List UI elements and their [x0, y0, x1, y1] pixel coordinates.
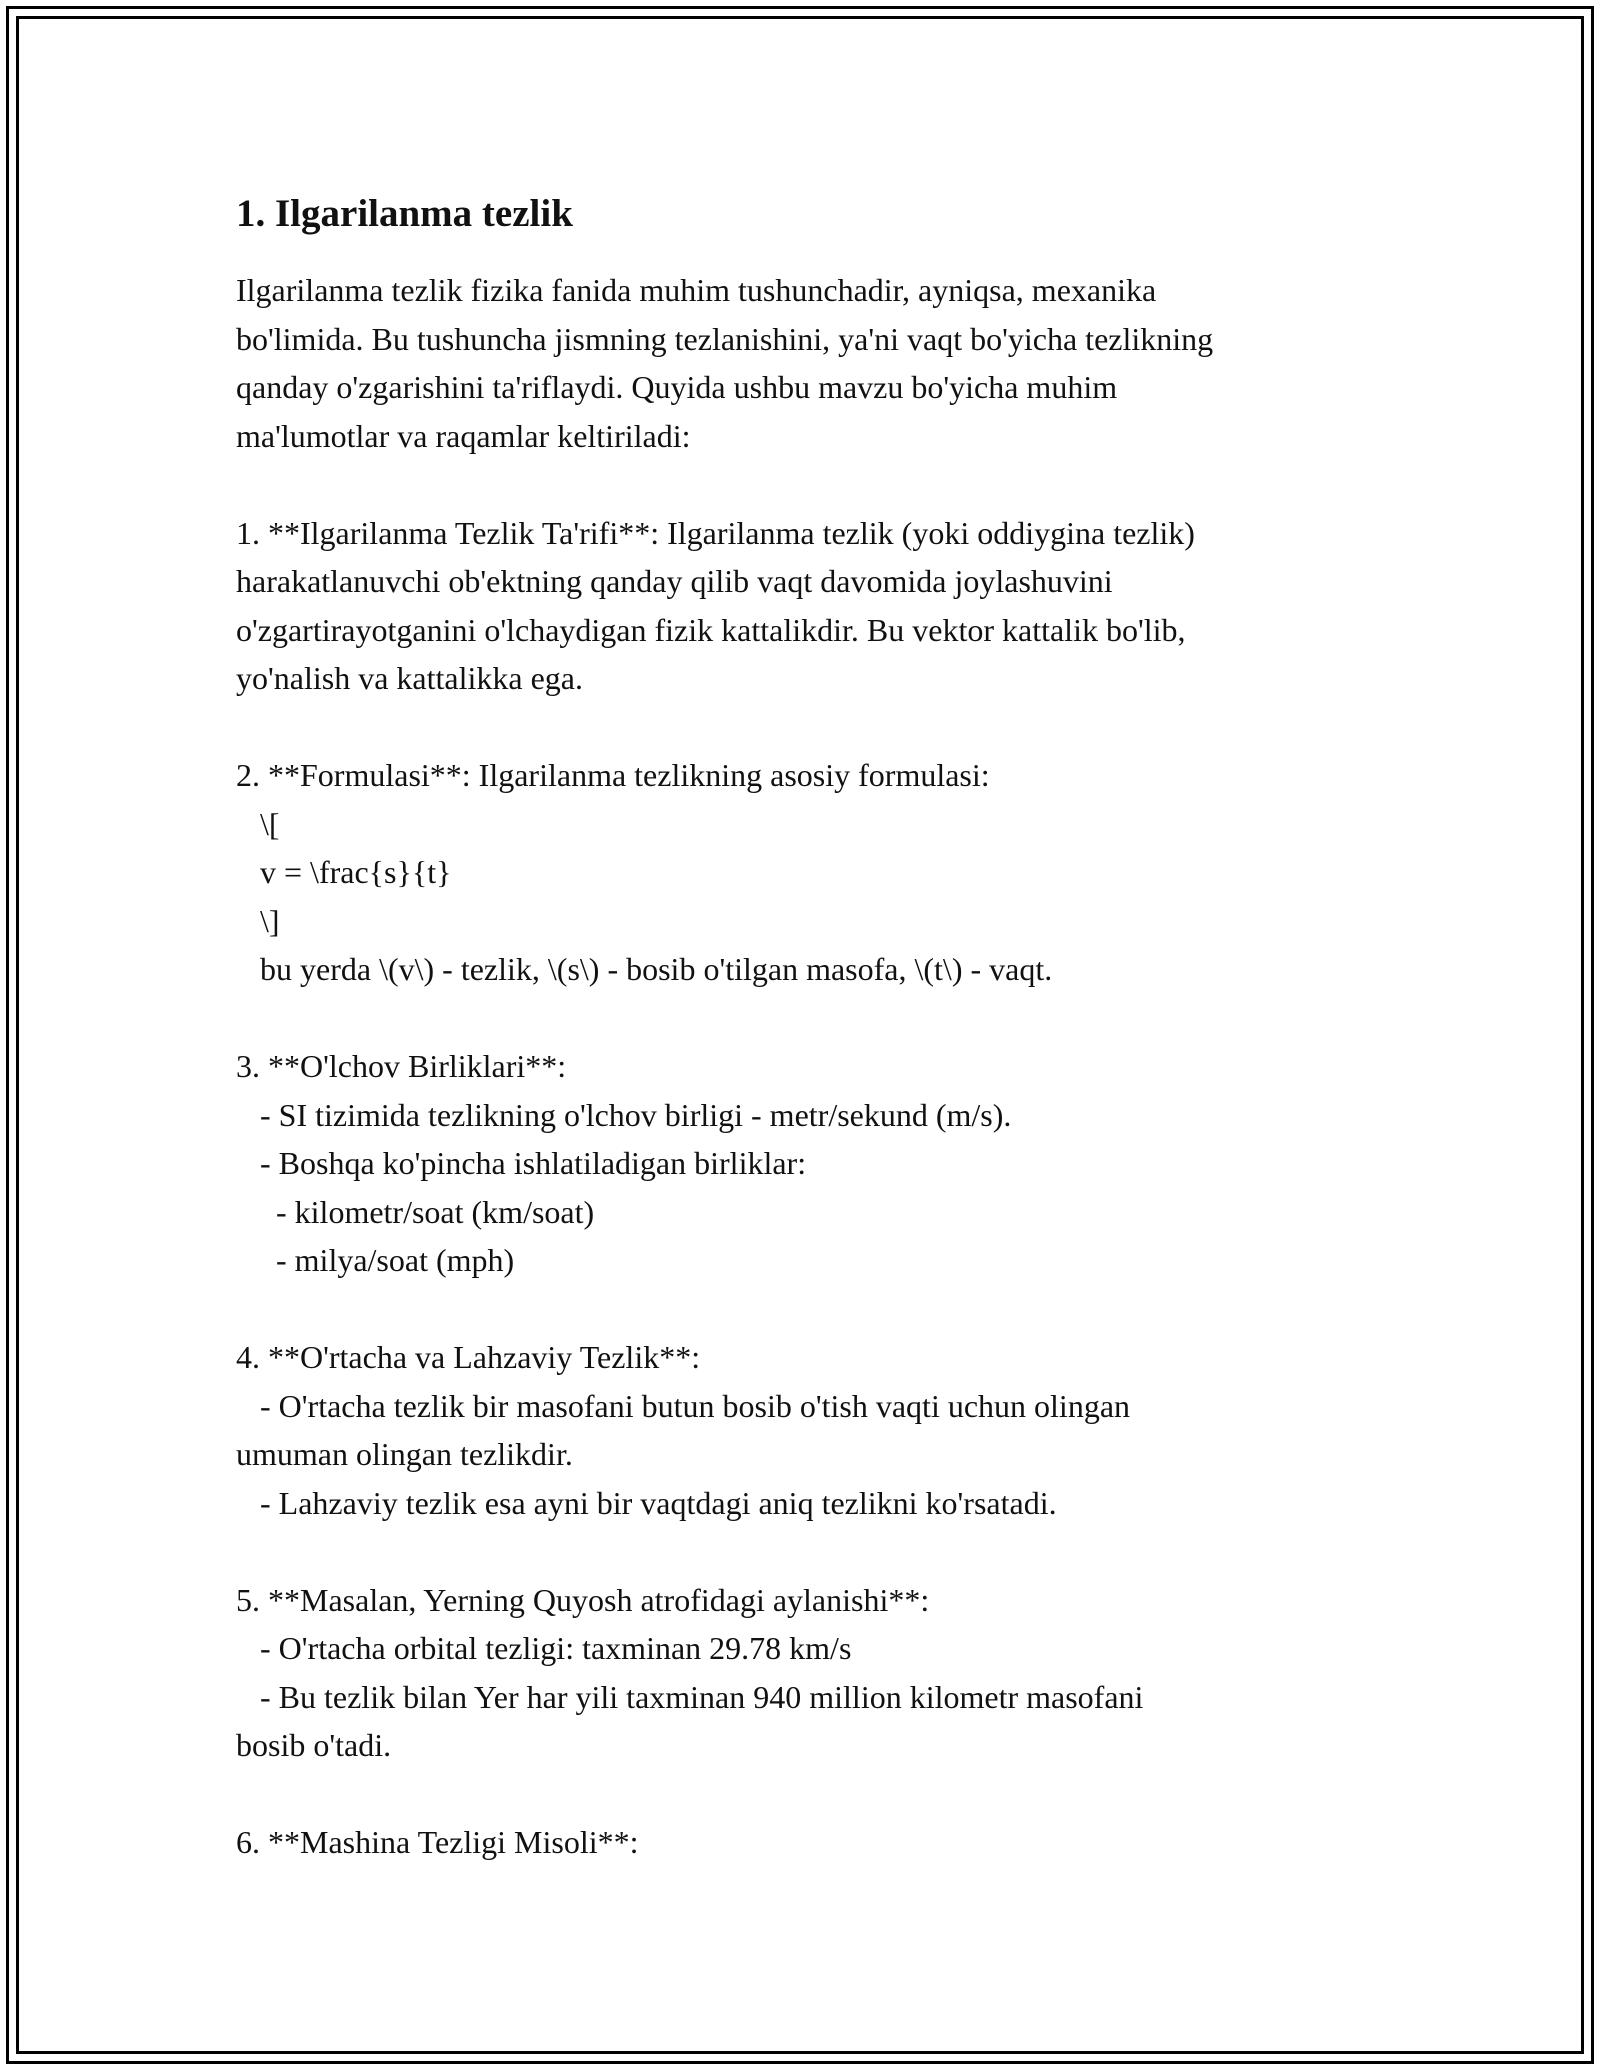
- document-body: Ilgarilanma tezlik fizika fanida muhim tushunchadir, ayniqsa, mexanika bo'limida. Bu tushuncha jismning tezlanishini, ya'ni vaqt bo'yicha tezlikning qanday o'zgarishini ta'riflaydi. Quyida ushbu mavzu bo'yicha muhim ma'lumotlar va raqamlar keltiriladi: 1. **Ilgarilanma Tezlik Ta'rifi**: Ilgarilanma tezlik (yoki oddiygina tezlik) harakatlanuvchi ob'ektning qanday qilib vaqt davomida joylashuvini o'zgartirayotganini o'lchaydigan fizik kattalikdir. Bu vektor kattalik bo'lib, yo'nalish va kattalikka ega. 2. **Formulasi**: Ilgarilanma tezlikning asosiy formulasi: \[ v = \frac{s}{t} \] bu yerda \(v\) - tezlik, \(s\) - bosib o'tilgan masofa, \(t\) - vaqt. 3. **O'lchov Birliklari**: - SI tizimida tezlikning o'lchov birligi - metr/sekund (m/s). - Boshqa ko'pincha ishlatiladigan birliklar: - kilometr/soat (km/soat) - milya/soat (mph) 4. **O'rtacha va Lahzaviy Tezlik**: - O'rtacha tezlik bir masofani butun bosib o'tish vaqti uchun olingan umuman olingan tezlikdir. - Lahzaviy tezlik esa ayni bir vaqtdagi aniq tezlikni ko'rsatadi. 5. **Masalan, Yerning Quyosh atrofidagi aylanishi**: - O'rtacha orbital tezligi: taxminan 29.78 km/s - Bu tezlik bilan Yer har yili taxminan 940 million kilometr masofani bosib o'tadi. 6. **Mashina Tezligi Misoli**:: [236, 272, 1214, 1860]
- document-content: [236, 188, 1376, 1867]
- section-heading: 1. Ilgarilanma tezlik: [236, 192, 573, 235]
